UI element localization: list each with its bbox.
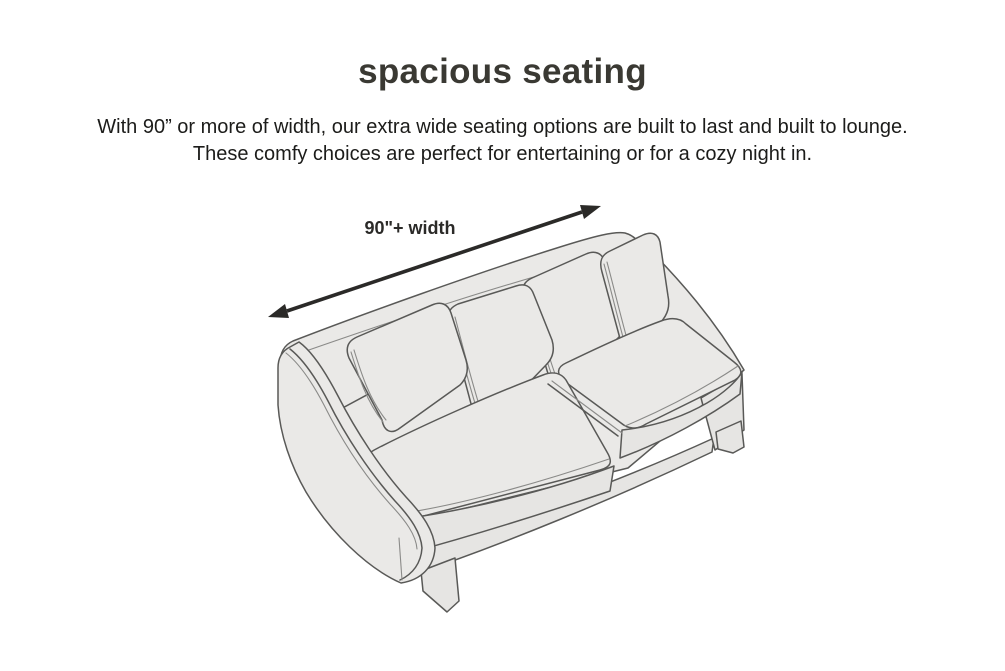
width-dimension-label: 90"+ width: [364, 218, 456, 238]
arrowhead-right: [580, 205, 601, 219]
description-line-2: These comfy choices are perfect for entertaining or for a cozy night in.: [192, 143, 813, 165]
arrowhead-left: [268, 304, 289, 318]
description-line-1: With 90” or more of width, our extra wide seating options are built to last and built to lounge.: [97, 116, 908, 138]
page-title: spacious seating: [358, 52, 647, 91]
